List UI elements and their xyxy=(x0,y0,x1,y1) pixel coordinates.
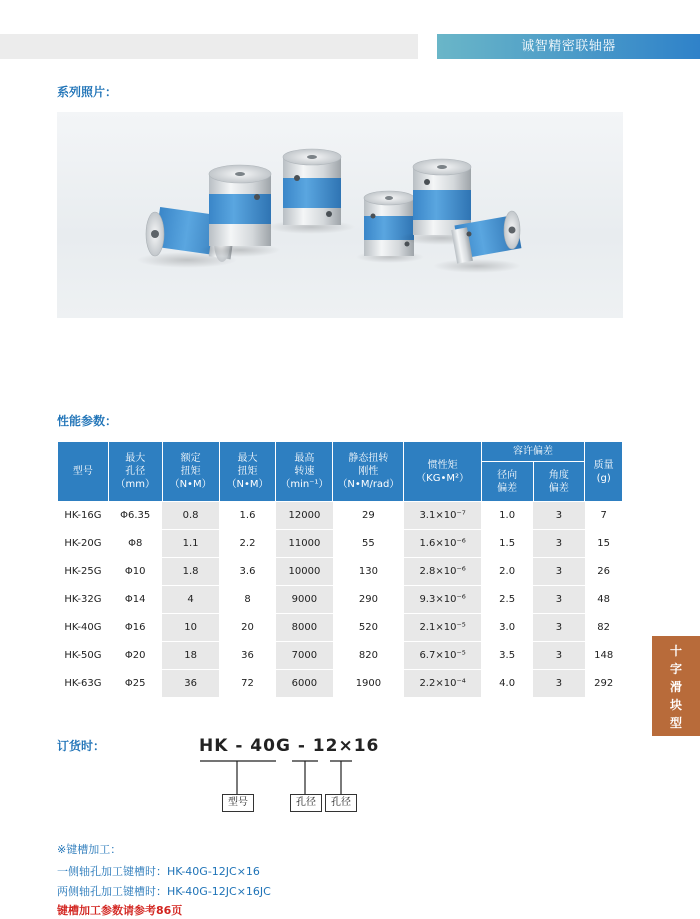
table-cell: HK-16G xyxy=(58,502,109,530)
table-cell: 1.5 xyxy=(481,530,533,558)
table-cell: 29 xyxy=(333,502,404,530)
table-cell: HK-63G xyxy=(58,670,109,698)
th-inertia: 惯性矩 （KG•M²） xyxy=(404,442,481,502)
th-rated-torque: 额定 扭矩 （N•M） xyxy=(162,442,219,502)
th-mass: 质量 (g) xyxy=(585,442,623,502)
table-cell: 3 xyxy=(533,670,585,698)
table-cell: 20 xyxy=(219,614,276,642)
table-cell: 3.5 xyxy=(481,642,533,670)
label-bore-1: 孔径 xyxy=(290,794,322,812)
table-cell: 15 xyxy=(585,530,623,558)
table-cell: Φ16 xyxy=(108,614,162,642)
th-model: 型号 xyxy=(58,442,109,502)
table-cell: 72 xyxy=(219,670,276,698)
side-tab-char: 块 xyxy=(669,698,682,712)
table-cell: 2.8×10⁻⁶ xyxy=(404,558,481,586)
table-cell: 3 xyxy=(533,614,585,642)
table-cell: 6000 xyxy=(276,670,333,698)
table-cell: 130 xyxy=(333,558,404,586)
table-cell: 82 xyxy=(585,614,623,642)
side-tab-char: 型 xyxy=(669,716,682,730)
table-cell: 1.8 xyxy=(162,558,219,586)
table-cell: 290 xyxy=(333,586,404,614)
table-cell: 292 xyxy=(585,670,623,698)
table-cell: HK-25G xyxy=(58,558,109,586)
table-cell: Φ20 xyxy=(108,642,162,670)
th-tolerance: 容许偏差 xyxy=(481,442,585,462)
table-cell: 3 xyxy=(533,558,585,586)
table-cell: 3 xyxy=(533,530,585,558)
table-cell: 36 xyxy=(219,642,276,670)
table-cell: 36 xyxy=(162,670,219,698)
table-cell: 6.7×10⁻⁵ xyxy=(404,642,481,670)
table-cell: 520 xyxy=(333,614,404,642)
table-cell: 0.8 xyxy=(162,502,219,530)
table-cell: 11000 xyxy=(276,530,333,558)
table-cell: 7 xyxy=(585,502,623,530)
table-cell: 3.1×10⁻⁷ xyxy=(404,502,481,530)
label-model: 型号 xyxy=(222,794,254,812)
table-cell: 3.0 xyxy=(481,614,533,642)
table-cell: 7000 xyxy=(276,642,333,670)
th-max-torque: 最大 扭矩 （N•M） xyxy=(219,442,276,502)
spec-section-title: 性能参数： xyxy=(57,414,118,428)
note-both-sides: 两侧轴孔加工键槽时：HK-40G-12JC×16JC xyxy=(57,885,271,898)
table-cell: Φ14 xyxy=(108,586,162,614)
th-max-speed: 最高 转速 （min⁻¹） xyxy=(276,442,333,502)
order-section-title: 订货时： xyxy=(57,739,106,753)
table-cell: 2.2 xyxy=(219,530,276,558)
table-cell: 18 xyxy=(162,642,219,670)
table-cell: 4.0 xyxy=(481,670,533,698)
order-code-example: HK - 40G - 12×16 xyxy=(199,736,380,756)
table-cell: 3.6 xyxy=(219,558,276,586)
side-tab-char: 字 xyxy=(669,662,682,676)
th-angular: 角度 偏差 xyxy=(533,462,585,502)
table-cell: 3 xyxy=(533,642,585,670)
table-cell: HK-50G xyxy=(58,642,109,670)
table-cell: Φ10 xyxy=(108,558,162,586)
table-cell: 1.6×10⁻⁶ xyxy=(404,530,481,558)
side-tab-char: 滑 xyxy=(669,680,682,694)
table-cell: 2.5 xyxy=(481,586,533,614)
table-cell: HK-40G xyxy=(58,614,109,642)
photo-section-title: 系列照片： xyxy=(57,85,118,99)
table-cell: 10 xyxy=(162,614,219,642)
note-keyway-title: ※键槽加工： xyxy=(57,843,122,856)
table-cell: Φ8 xyxy=(108,530,162,558)
label-bore-2: 孔径 xyxy=(325,794,357,812)
note-reference: 键槽加工参数请参考86页 xyxy=(57,904,183,917)
table-cell: 3 xyxy=(533,502,585,530)
table-cell: 26 xyxy=(585,558,623,586)
table-cell: 820 xyxy=(333,642,404,670)
table-cell: HK-32G xyxy=(58,586,109,614)
table-cell: 9.3×10⁻⁶ xyxy=(404,586,481,614)
table-cell: 9000 xyxy=(276,586,333,614)
table-cell: 1.0 xyxy=(481,502,533,530)
table-cell: Φ25 xyxy=(108,670,162,698)
table-cell: 48 xyxy=(585,586,623,614)
side-tab-char: 十 xyxy=(669,644,682,658)
header-title: 诚智精密联轴器 xyxy=(437,34,700,59)
table-cell: 55 xyxy=(333,530,404,558)
table-cell: Φ6.35 xyxy=(108,502,162,530)
table-cell: 4 xyxy=(162,586,219,614)
table-cell: 3 xyxy=(533,586,585,614)
table-cell: 148 xyxy=(585,642,623,670)
th-bore-max: 最大 孔径 （mm） xyxy=(108,442,162,502)
table-cell: 2.2×10⁻⁴ xyxy=(404,670,481,698)
table-cell: 1.1 xyxy=(162,530,219,558)
table-cell: 8000 xyxy=(276,614,333,642)
table-cell: 10000 xyxy=(276,558,333,586)
table-cell: 2.0 xyxy=(481,558,533,586)
table-cell: 12000 xyxy=(276,502,333,530)
table-cell: 2.1×10⁻⁵ xyxy=(404,614,481,642)
table-cell: HK-20G xyxy=(58,530,109,558)
table-cell: 1.6 xyxy=(219,502,276,530)
table-cell: 8 xyxy=(219,586,276,614)
th-stiffness: 静态扭转 刚性 （N•M/rad） xyxy=(333,442,404,502)
table-cell: 1900 xyxy=(333,670,404,698)
note-one-side: 一侧轴孔加工键槽时：HK-40G-12JC×16 xyxy=(57,865,260,878)
th-radial: 径向 偏差 xyxy=(481,462,533,502)
